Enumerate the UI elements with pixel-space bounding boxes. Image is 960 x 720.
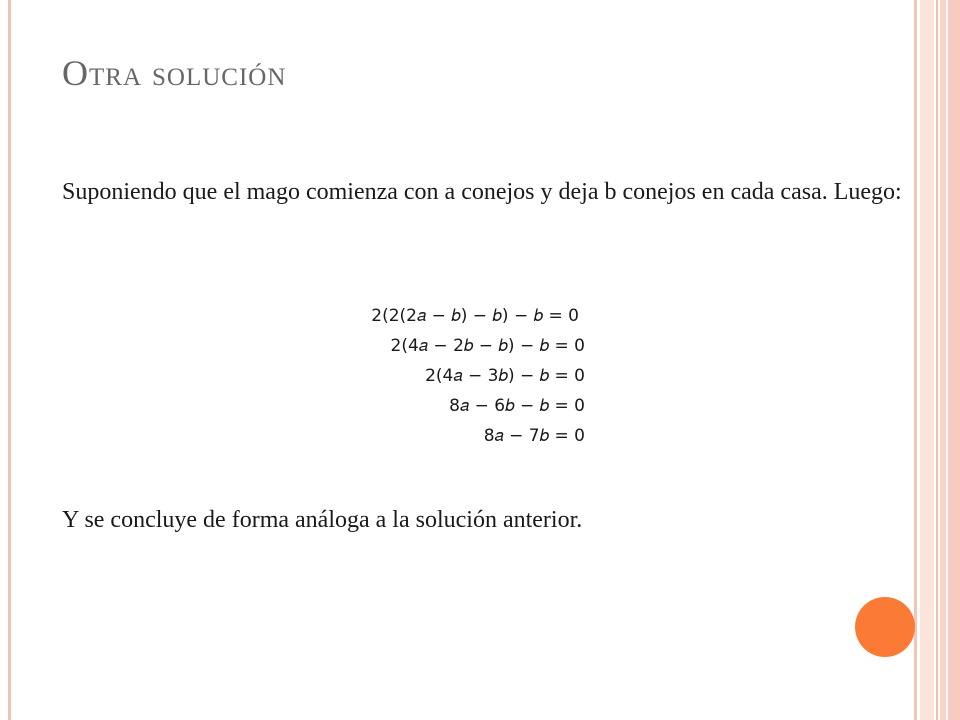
equation-line: 2(4𝑎 − 2𝑏 − 𝑏) − 𝑏 = 0 <box>390 336 585 356</box>
slide-title: Otra solución <box>62 53 287 93</box>
stripe <box>920 0 934 720</box>
equation-line: 2(4𝑎 − 3𝑏) − 𝑏 = 0 <box>425 366 585 386</box>
stripe <box>940 0 946 720</box>
right-decorative-stripes <box>914 0 960 720</box>
equation-block <box>300 301 585 451</box>
conclusion-paragraph: Y se concluye de forma análoga a la solución anterior. <box>62 507 583 533</box>
equation-line: 8𝑎 − 6𝑏 − 𝑏 = 0 <box>449 396 585 416</box>
equation-line: 8𝑎 − 7𝑏 = 0 <box>483 426 585 446</box>
decorative-orange-circle <box>855 597 915 657</box>
stripe <box>948 0 960 720</box>
stripe <box>936 0 938 720</box>
stripe <box>914 0 917 720</box>
equation-line: 2(2(2𝑎 − 𝑏) − 𝑏) − 𝑏 = 0 <box>371 306 579 326</box>
intro-paragraph: Suponiendo que el mago comienza con a conejos y deja b conejos en cada casa. Luego: <box>62 179 902 205</box>
left-border-line <box>8 0 11 720</box>
